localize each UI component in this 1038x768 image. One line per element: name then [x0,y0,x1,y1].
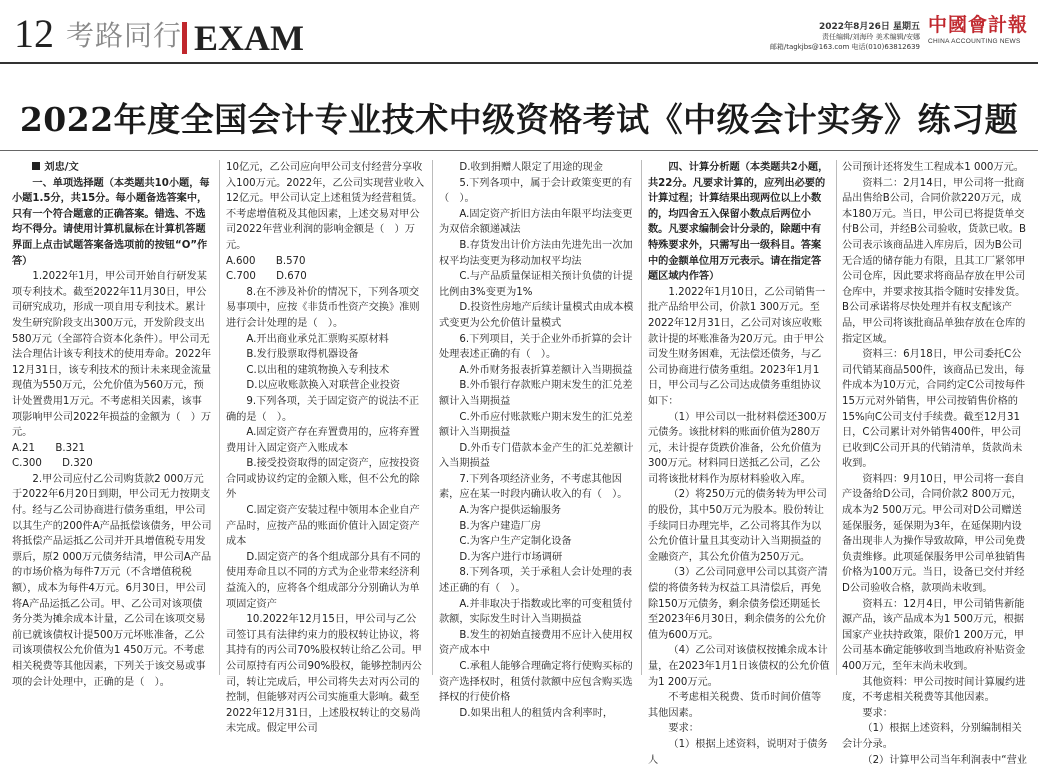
paragraph: （2）计算甲公司当年利润表中“营业 [862,754,1027,766]
page-header [0,0,1038,62]
paragraph: 10.2022年12月15日，甲公司与乙公司签订具有法律约束力的股权转让协议，将其持有的丙公司70%股权转让给乙公司。甲公司原持有丙公司90%股权，能够控制丙公司，转让完成后，甲公司将失去对丙公司的控制，但能够对丙公司实施重大影响。截至2022年12月31日，上述股权转让的交易尚未完成。假定甲公司 [226,614,422,735]
paragraph: D.以应收账款换入对联营企业投资 [246,380,401,392]
paragraph: 6.下列项目，关于企业外币折算的会计处理表述正确的有（ ）。 [439,333,633,361]
paragraph: 要求： [862,707,893,719]
text-column-3 [439,160,635,719]
paragraph: （3）乙公司同意甲公司以其资产清偿的将债务转为权益工具清偿后，再免除150万元债务，剩余债务偿还期延长至2023年6月30日，剩余债务的公允价值为600万元。 [648,567,828,641]
logo-text-en: CHINA ACCOUNTING NEWS [928,38,1021,45]
paragraph: C.700 D.670 [226,271,307,283]
paragraph: 资料四：9月10日，甲公司将一套自产设备给D公司，合同价款2 800万元，成本为2 500万元。甲公司对D公司赠送延保服务，延保期为3年，在延保期内设备出现非人为操作导致故障，甲公司免费负责维修。此项延保服务甲公司单独销售价格为100万元。当日，设备已交付并经D公司验收合格，款项尚未收到。 [842,473,1026,595]
paragraph: 公司预计还将发生工程成本1 000万元。 [842,162,1024,173]
paragraph: 7.下列各项经济业务，不考虑其他因素，应在某一时段内确认收入的有（ ）。 [439,473,628,501]
paragraph: A.固定资产折旧方法由年限平均法变更为双倍余额递减法 [439,208,633,236]
paragraph: B.发生的初始直接费用不应计入使用权资产成本中 [439,629,633,657]
bullet-square-icon [32,162,40,170]
newspaper-logo [928,16,1028,45]
paragraph: D.固定资产的各个组成部分具有不同的使用寿命且以不同的方式为企业带来经济利益流入的，应将各个组成部分分别确认为单项固定资产 [226,551,421,610]
paragraph: 1.2022年1月，甲公司开始自行研发某项专利技术。截至2022年11月30日，甲公司研究成功，形成一项自用专利技术。累计发生研究阶段支出300万元，开发阶段支出580万元（全部符合资本化条件）。甲公司无法合理估计该专利技术的使用寿命。2022年12月31日，该专利技术的预计未来现金流量现值为550万元，公允价值为560万元，预计处置费用1万元。不考虑相关因素，该事项影响甲公司2022年损益的金额为（ ）万元。 [12,271,212,439]
text-column-1 [12,160,212,688]
paragraph: B.外币银行存款账户期末发生的汇兑差额计入当期损益 [439,380,633,407]
paragraph: A.固定资产存在弃置费用的，应将弃置费用计入固定资产入账成本 [226,427,420,454]
text-column-4 [648,160,830,766]
paragraph: 不考虑相关税费、货币时间价值等其他因素。 [648,692,822,719]
paragraph: C.300 D.320 [12,458,93,470]
paragraph: C.承租人能够合理确定将行使购买标的资产选择权时，租赁付款额中应包含购买选择权的行使价格 [439,661,633,704]
paragraph: C.外币应付账款账户期末发生的汇兑差额计入当期损益 [439,411,633,439]
section-title-en: EXAM [194,18,304,58]
paragraph: 一、单项选择题（本类题共10小题，每小题1.5分，共15分。每小题备选答案中，只有一个符合题意的正确答案。错选、不选均不得分。请使用计算机鼠标在计算机答题界面上点击试题答案备选项前的按钮“O”作答） [12,177,210,267]
column-divider [641,160,642,675]
paragraph: 四、计算分析题（本类题共2小题，共22分。凡要求计算的，应列出必要的计算过程；计算结果出现两位以上小数的，均四舍五入保留小数点后两位小数。凡要求编制会计分录的，除题中有特殊要求外，只需写出一级科目。答案中的金额单位用万元表示。请在指定答题区域内作答） [648,162,829,283]
issue-date: 2022年8月26日 星期五 [819,22,920,32]
paragraph: 2.甲公司应付乙公司购货款2 000万元于2022年6月20日到期，甲公司无力按期支付。经与乙公司协商进行债务重组，甲公司以其生产的200件A产品抵偿该债务，甲公司将抵偿产品运抵乙公司并开具增值税专用发票后，原2 000万元债务结清，甲公司A产品的市场价格为每件7万元（不含增值税税额），成本为每件4万元。6月30日，甲公司将A产品运抵乙公司。甲、乙公司对该项债务分类为摊余成本计量，乙公司在该项交易前已就该债权计提500万元坏账准备，乙公司该项债权公允价值为1 450万元。不考虑相关税费等其他因素，下列关于该交易或事项的会计处理中，正确的是（ ）。 [12,473,212,688]
paragraph: A.并非取决于指数或比率的可变租赁付款额，实际发生时计入当期损益 [439,598,633,626]
paragraph: 1.2022年1月10日，乙公司销售一批产品给甲公司，价款1 300万元。至2022年12月31日，乙公司对该应收账款计提的坏账准备为20万元。由于甲公司发生财务困难，无法偿还债务，与乙公司协商进行债务重组。2023年1月1日，甲公司与乙公司达成债务重组协议如下： [648,286,826,407]
paragraph: 资料二：2月14日，甲公司将一批商品出售给B公司，合同价款220万元，成本180万元。当日，甲公司已将提货单交付B公司，并经B公司验收，货款已收。B公司表示该商品进入库房后，因为B公司无合适的储存能力有限，且其工厂紧邻甲公司仓库，因此要求将商品存放在甲公司仓库中，并要求按其指令随时安排发货。B公司承诺将尽快处理并有权支配该产品，甲公司将该批商品单独存放在仓库的指定区域。 [842,177,1026,345]
paragraph: D.投资性房地产后续计量模式由成本模式变更为公允价值计量模式 [439,302,634,329]
paragraph: 要求： [668,723,699,735]
paragraph: D.外币专门借款本金产生的汇兑差额计入当期损益 [439,442,634,470]
paragraph: （1）甲公司以一批材料偿还300万元债务。该批材料的账面价值为280万元，未计提存货跌价准备，公允价值为300万元。材料同日送抵乙公司，乙公司将该批材料作为原材料验收入库。 [648,411,827,485]
paragraph: C.固定资产安装过程中领用本企业自产产品时，应按产品的账面价值计入固定资产成本 [226,505,420,548]
title-rule [0,150,1038,151]
author-byline [12,160,212,176]
issue-meta [720,22,920,52]
column-divider [836,160,837,675]
paragraph: A.600 B.570 [226,255,306,267]
paragraph: A.开出商业承兑汇票购买原材料 [246,333,389,345]
paragraph: A.21 B.321 [12,442,86,454]
article-title: 2022年度全国会计专业技术中级资格考试《中级会计实务》练习题 [19,100,1019,139]
column-divider [219,160,220,675]
paragraph: 10亿元，乙公司应向甲公司支付经营分享收入100万元。2022年，乙公司实现营业收入12亿元。甲公司认定上述租赁为经营租赁。不考虑增值税及其他因素，上述交易对甲公司2022年营业利润的影响金额是（ ）万元。 [226,162,425,251]
paragraph: A.外币财务报表折算差额计入当期损益 [459,364,633,376]
paragraph: （1）根据上述资料，说明对于债务人 [648,738,828,766]
paragraph: C.以出租的建筑物换入专利技术 [246,364,390,376]
paragraph: （1）根据上述资料，分别编制相关会计分录。 [842,723,1022,750]
section-divider-bar [182,22,187,54]
paragraph: A.为客户提供运输服务 [459,505,562,517]
page-number: 12 [14,11,54,56]
paragraph: （2）将250万元的债务转为甲公司的股份，其中50万元为股本。股份转让手续同日办理完毕，乙公司将其作为以公允价值计量且其变动计入当期损益的金融资产，其公允价值为250万元。 [648,489,827,563]
paragraph: C.与产品质量保证相关预计负债的计提比例由3%变更为1% [439,271,633,298]
paragraph: 其他资料：甲公司按时间计算履约进度，不考虑相关税费等其他因素。 [842,676,1026,704]
column-divider [432,160,433,675]
paragraph: 9.下列各项，关于固定资产的说法不正确的是（ ）。 [226,395,420,423]
paragraph: C.为客户生产定制化设备 [459,536,572,548]
text-column-5 [842,160,1030,766]
paragraph: D.收到捐赠人限定了用途的现金 [459,162,603,173]
paragraph: B.为客户建造厂房 [459,520,541,532]
paragraph: 5.下列各项中，属于会计政策变更的有（ ）。 [439,177,633,205]
text-column-2 [226,160,426,735]
contact-info: 邮箱/tagkjbs@163.com 电话(010)63812639 [769,43,920,51]
paragraph: 8.下列各项，关于承租人会计处理的表述正确的有（ ）。 [439,567,633,595]
paragraph: 资料三：6月18日，甲公司委托C公司代销某商品500件，该商品已发出，每件成本为10万元，合同约定C公司按每件15万元对外销售，甲公司按销售价格的15%向C公司支付手续费。截至12月31日，C公司累计对外销售400件，甲公司已收到C公司开具的代销清单，货款尚未收到。 [842,349,1026,470]
editor-credit: 责任编辑/刘海玲 美术编辑/安娜 [822,33,920,41]
paragraph: B.存货发出计价方法由先进先出一次加权平均法变更为移动加权平均法 [439,239,633,267]
paragraph: 资料五：12月4日，甲公司销售新能源产品，该产品成本为1 500万元，根据国家产业扶持政策，限价1 200万元，甲公司基本确定能够收到当地政府补贴资金400万元，至年末尚未收到。 [842,598,1026,672]
paragraph: D.为客户进行市场调研 [459,551,563,563]
paragraph: 8.在不涉及补价的情况下，下列各项交易事项中，应按《非货币性资产交换》准则进行会计处理的是（ ）。 [226,286,420,329]
paragraph: B.发行股票取得机器设备 [246,349,359,361]
paragraph: （4）乙公司对该债权按摊余成本计量，在2023年1月1日该债权的公允价值为1 200万元。 [648,645,830,688]
paragraph: D.如果出租人的租赁内含利率时， [459,707,614,719]
paragraph: B.接受投资取得的固定资产，应按投资合同或协议约定的金额入账，但不公允的除外 [226,458,420,501]
header-rule [0,62,1038,64]
section-title: 考路同行 [66,19,183,52]
author-name: 刘忠/文 [44,162,79,173]
logo-text-cn: 中國會計報 [928,14,1029,36]
